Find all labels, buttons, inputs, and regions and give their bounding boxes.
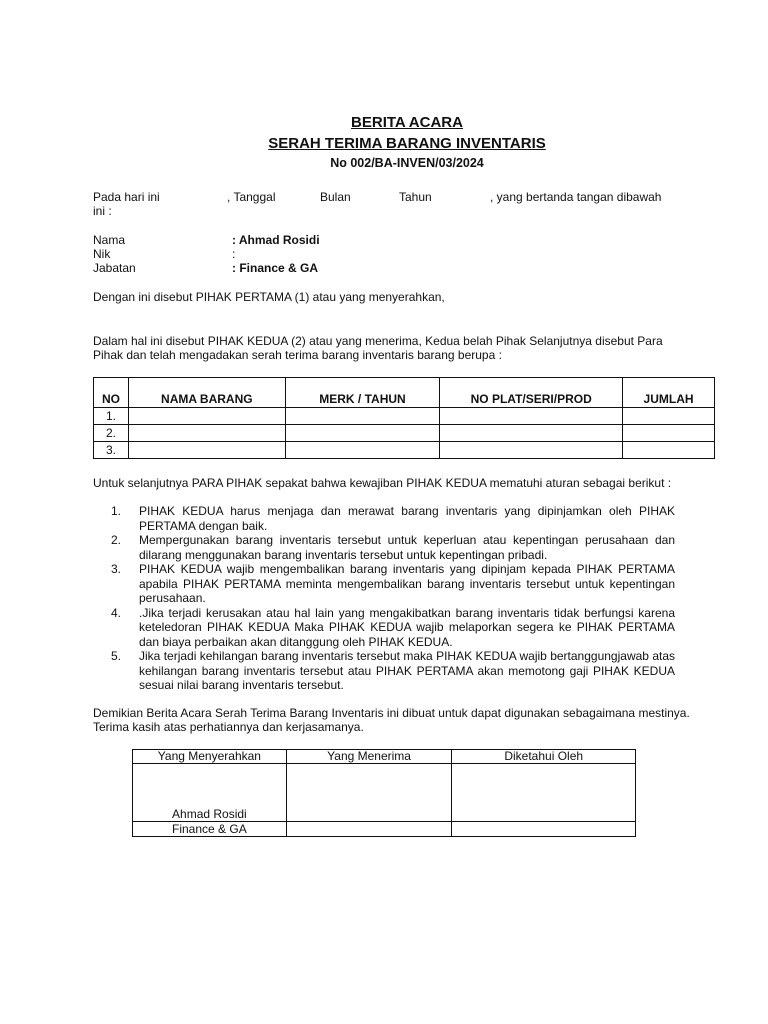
rule-text: Mempergunakan barang inventaris tersebut untuk keperluan atau kepentingan perusahaan dan dilarang menggunakan barang inventaris tersebut untuk kepentingan pribadi. (139, 533, 675, 562)
intro-bertanda: , yang bertanda tangan dibawah (490, 190, 662, 204)
cell-jumlah[interactable] (623, 408, 715, 425)
paragraph-demikian-line1: Demikian Berita Acara Serah Terima Barang Inventaris ini dibuat untuk dapat digunakan sebagaimana mestinya. (93, 706, 690, 720)
cell-jumlah[interactable] (623, 425, 715, 442)
table-row (94, 425, 715, 442)
signature-position-diketahui[interactable] (452, 822, 636, 837)
table-row (94, 442, 715, 459)
document-title: BERITA ACARA (351, 114, 463, 131)
intro-bulan: Bulan (320, 190, 351, 204)
label-nik: Nik (93, 247, 111, 261)
column-header-merk-tahun: MERK / TAHUN (285, 378, 440, 408)
rule-number: 4. (111, 605, 122, 620)
rule-text: PIHAK KEDUA wajib mengembalikan barang inventaris yang dipinjam kepada PIHAK PERTAMA apabila PIHAK PERTAMA meminta mengembalikan barang inventaris tersebut untuk kepentingan perusahaan. (139, 562, 675, 605)
intro-hari: Pada hari ini (93, 190, 160, 204)
cell-nama-barang[interactable] (128, 442, 285, 459)
value-nik: : (232, 247, 236, 261)
signature-position-row (133, 822, 636, 837)
rule-text: PIHAK KEDUA harus menjaga dan merawat barang inventaris yang dipinjamkan oleh PIHAK PERTAMA dengan baik. (139, 504, 675, 533)
document-header (0, 112, 768, 172)
rule-text: Jika terjadi kehilangan barang inventaris tersebut maka PIHAK KEDUA wajib bertanggungjawab atas kehilangan barang inventaris tersebut atau PIHAK PERTAMA akan memotong gaji PIHAK KEDUA sesuai nilai barang inventaris tersebut. (139, 649, 675, 692)
value-nama: : Ahmad Rosidi (232, 233, 320, 247)
label-nama: Nama (93, 233, 126, 247)
intro-ini: ini : (93, 204, 112, 218)
list-item (111, 649, 675, 693)
paragraph-pihak-kedua-line1: Dalam hal ini disebut PIHAK KEDUA (2) atau yang menerima, Kedua belah Pihak Selanjutnya disebut Para (93, 334, 663, 348)
rule-number: 3. (111, 562, 122, 576)
cell-nama-barang[interactable] (128, 425, 285, 442)
items-table (93, 377, 715, 459)
signature-table (132, 749, 636, 837)
paragraph-demikian-line2: Terima kasih atas perhatiannya dan kerjasamanya. (93, 720, 364, 734)
paragraph-selanjutnya: Untuk selanjutnya PARA PIHAK sepakat bahwa kewajiban PIHAK KEDUA mematuhi aturan sebagai berikut : (93, 476, 672, 490)
value-jabatan: : Finance & GA (232, 261, 319, 275)
intro-tanggal: , Tanggal (227, 190, 276, 204)
signature-header-row (133, 750, 636, 764)
document-subtitle: SERAH TERIMA BARANG INVENTARIS (268, 135, 546, 152)
signature-name-menyerahkan: Ahmad Rosidi (133, 764, 287, 822)
cell-no: 2. (94, 425, 129, 442)
list-item (111, 562, 675, 606)
signature-header-menerima: Yang Menerima (286, 750, 452, 764)
intro-tahun: Tahun (399, 190, 432, 204)
cell-no-plat[interactable] (440, 442, 623, 459)
signature-header-menyerahkan: Yang Menyerahkan (133, 750, 287, 764)
cell-no-plat[interactable] (440, 425, 623, 442)
cell-no: 1. (94, 408, 129, 425)
list-item (111, 504, 675, 533)
column-header-jumlah: JUMLAH (623, 378, 715, 408)
signature-box-menerima[interactable] (286, 764, 452, 822)
signature-box-diketahui[interactable] (452, 764, 636, 822)
cell-no: 3. (94, 442, 129, 459)
cell-jumlah[interactable] (623, 442, 715, 459)
column-header-nama-barang: NAMA BARANG (128, 378, 285, 408)
rule-number: 1. (111, 504, 122, 518)
column-header-no-plat: NO PLAT/SERI/PROD (440, 378, 623, 408)
cell-merk-tahun[interactable] (285, 442, 440, 459)
table-header-row (94, 378, 715, 408)
document-number: No 002/BA-INVEN/03/2024 (330, 156, 484, 170)
signature-space-row (133, 764, 636, 822)
label-jabatan: Jabatan (93, 261, 136, 275)
paragraph-pihak-pertama: Dengan ini disebut PIHAK PERTAMA (1) atau yang menyerahkan, (93, 290, 445, 304)
table-row (94, 408, 715, 425)
cell-merk-tahun[interactable] (285, 425, 440, 442)
paragraph-pihak-kedua-line2: Pihak dan telah mengadakan serah terima barang inventaris barang berupa : (93, 348, 502, 362)
cell-nama-barang[interactable] (128, 408, 285, 425)
signature-position-menyerahkan: Finance & GA (133, 822, 287, 837)
signature-position-menerima[interactable] (286, 822, 452, 837)
rules-list (93, 504, 675, 693)
rule-number: 2. (111, 533, 122, 547)
list-item (111, 605, 675, 650)
cell-merk-tahun[interactable] (285, 408, 440, 425)
rule-number: 5. (111, 649, 122, 663)
cell-no-plat[interactable] (440, 408, 623, 425)
column-header-no: NO (94, 378, 129, 408)
signature-header-diketahui: Diketahui Oleh (452, 750, 636, 764)
list-item (111, 533, 675, 562)
rule-text: .Jika terjadi kerusakan atau hal lain yang mengakibatkan barang inventaris tidak berfungsi karena keteledoran PIHAK KEDUA Maka PIHAK KEDUA wajib melaporkan segera ke PIHAK PERTAMA dan biaya perbaikan akan ditanggung oleh PIHAK KEDUA. (139, 605, 675, 649)
